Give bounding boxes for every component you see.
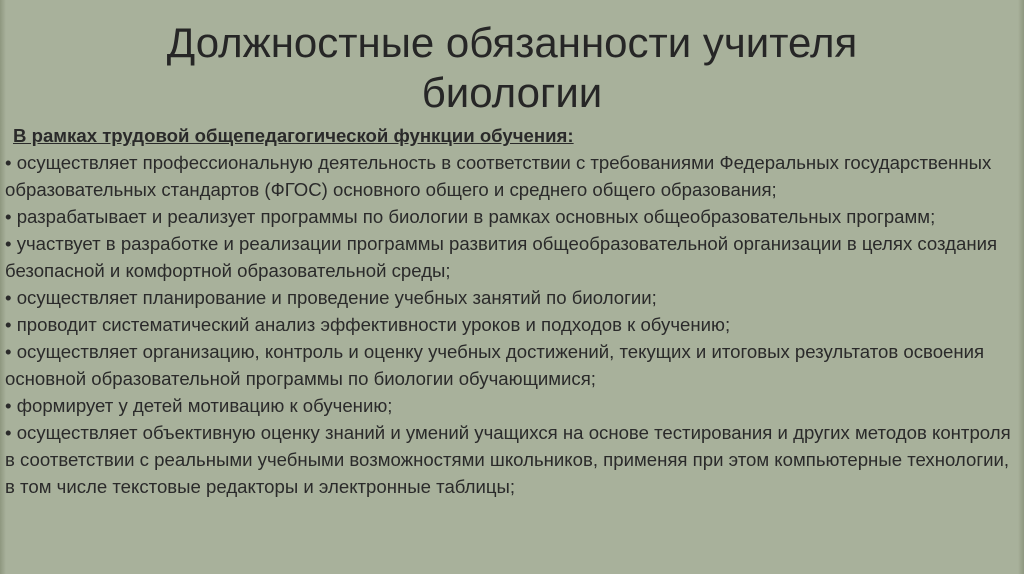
slide-right-edge [1018,0,1024,574]
list-item-text: осуществляет организацию, контроль и оценку учебных достижений, текущих и итоговых результатов освоения основной образовательной программы по биологии обучающимися; [5,341,985,389]
list-item-text: осуществляет планирование и проведение учебных занятий по биологии; [16,287,657,308]
bullet-marker: • [5,341,12,362]
bullet-marker: • [5,152,12,173]
list-item [5,392,1017,419]
list-item [5,149,1017,203]
list-item [5,230,1017,284]
bullet-marker: • [5,233,12,254]
list-item [5,284,1017,311]
bullet-marker: • [5,206,12,227]
bullet-marker: • [5,314,12,335]
bullet-marker: • [5,422,12,443]
section-subheading: В рамках трудовой общепедагогической функции обучения: [13,125,574,146]
bullet-marker: • [5,287,12,308]
list-item-text: осуществляет объективную оценку знаний и умений учащихся на основе тестирования и других методов контроля в соответствии с реальными учебными возможностями школьников, применяя при этом компьютерные технологии, в том числе текстовые редакторы и электронные таблицы; [5,422,1011,497]
bullet-marker: • [5,395,12,416]
list-item [5,419,1017,500]
slide-title [60,18,964,118]
list-item [5,311,1017,338]
title-line-2: биологии [421,69,603,116]
list-item [5,338,1017,392]
title-line-1: Должностные обязанности учителя [166,19,858,66]
list-item-text: осуществляет профессиональную деятельность в соответствии с требованиями Федеральных государственных образовательных стандартов (ФГОС) основного общего и среднего общего образования; [5,152,992,200]
list-item-text: формирует у детей мотивацию к обучению; [16,395,393,416]
slide-content [5,122,1017,500]
list-item [5,203,1017,230]
list-item-text: участвует в разработке и реализации программы развития общеобразовательной организации в целях создания безопасной и комфортной образовательной среды; [5,233,998,281]
list-item-text: проводит систематический анализ эффективности уроков и подходов к обучению; [16,314,731,335]
list-item-text: разрабатывает и реализует программы по биологии в рамках основных общеобразовательных программ; [16,206,936,227]
